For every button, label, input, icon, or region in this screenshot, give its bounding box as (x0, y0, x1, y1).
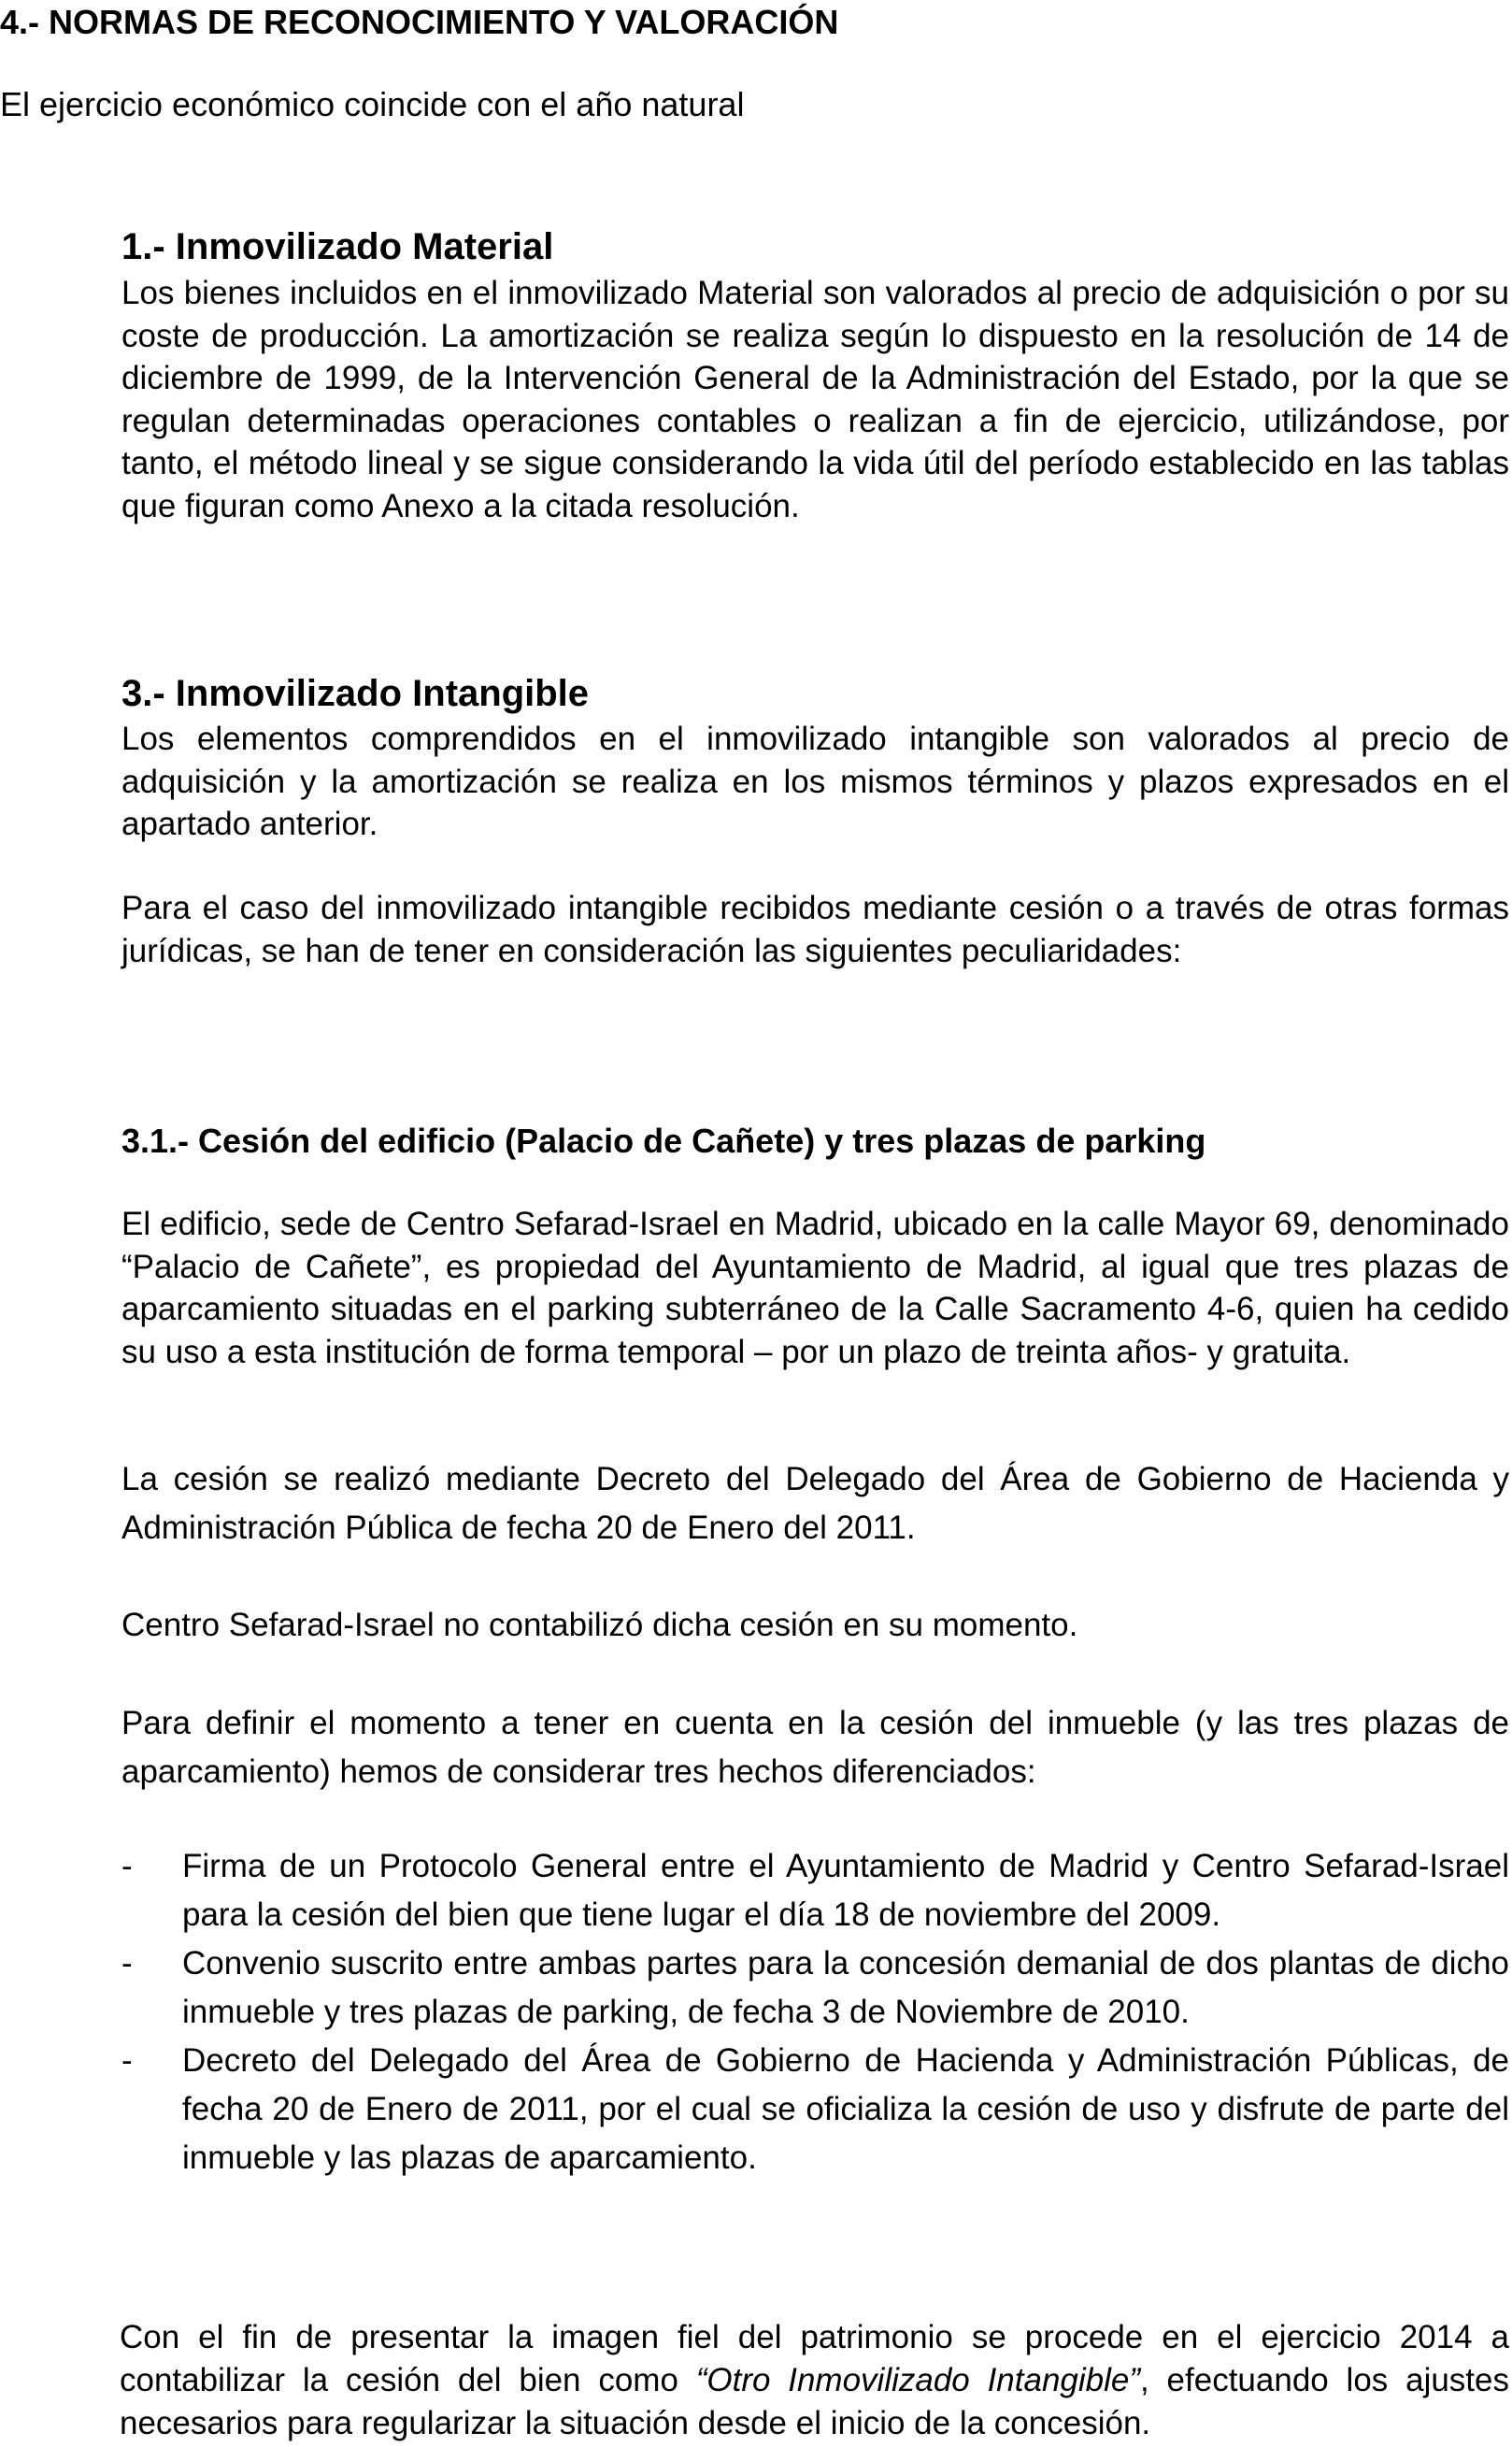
list-item-text: Convenio suscrito entre ambas partes para la concesión demanial de dos plantas de dicho inmueble y tres plazas de parking, de fecha 3 de Noviembre de 2010. (182, 1945, 1509, 2030)
section-3-1-paragraph-1: El edificio, sede de Centro Sefarad-Israel en Madrid, ubicado en la calle Mayor 69, denominado “Palacio de Cañete”, es propiedad del Ayuntamiento de Madrid, al igual que tres plazas de aparcamiento situadas en el parking subterráneo de la Calle Sacramento 4-6, quien ha cedido su uso a esta institución de forma temporal – por un plazo de treinta años- y gratuita. (121, 1206, 1509, 1370)
section-3-1-paragraph-5 (120, 2316, 1509, 2445)
section-3-1-paragraph-4: Para definir el momento a tener en cuenta en la cesión del inmueble (y las tres plazas de aparcamiento) hemos de considerar tres hechos diferenciados: (121, 1705, 1509, 1790)
paragraph-5-text-start: Con el fin de presentar la imagen fiel del patrimonio se procede en el ejercicio 2014 a contabilizar la cesión del bien como (120, 2319, 1509, 2398)
section-3-1-paragraph-3: Centro Sefarad-Israel no contabilizó dicha cesión en su momento. (121, 1607, 1078, 1643)
list-item-text: Decreto del Delegado del Área de Gobierno de Hacienda y Administración Públicas, de fecha 20 de Enero de 2011, por el cual se oficializa la cesión de uso y disfrute de parte del inmueble y las plazas de aparcamiento. (182, 2042, 1509, 2176)
section-3-1-paragraph-2: La cesión se realizó mediante Decreto del Delegado del Área de Gobierno de Hacienda y Administración Pública de fecha 20 de Enero del 2011. (121, 1461, 1509, 1546)
section-3-body-2: Para el caso del inmovilizado intangible recibidos mediante cesión o a través de otras formas jurídicas, se han de tener en consideración las siguientes peculiaridades: (121, 890, 1509, 969)
section-3-1-title: 3.1.- Cesión del edificio (Palacio de Cañete) y tres plazas de parking (121, 1122, 1206, 1160)
list-dash: - (121, 1848, 133, 1884)
list-dash: - (121, 1945, 133, 1982)
paragraph-5-text-end: , efectuando los ajustes necesarios para regularizar la situación desde el inicio de la concesión. (120, 2362, 1509, 2441)
considerations-list (121, 1842, 1509, 2182)
section-3-title: 3.- Inmovilizado Intangible (121, 673, 590, 714)
intro-paragraph: El ejercicio económico coincide con el año natural (0, 85, 745, 123)
section-1-title: 1.- Inmovilizado Material (121, 226, 554, 267)
intangible-asset-term: “Otro Inmovilizado Intangible” (695, 2362, 1141, 2398)
section-3-body-1: Los elementos comprendidos en el inmovilizado intangible son valorados al precio de adquisición y la amortización se realiza en los mismos términos y plazos expresados en el apartado anterior. (121, 721, 1509, 842)
list-item-text: Firma de un Protocolo General entre el Ayuntamiento de Madrid y Centro Sefarad-Israel para la cesión del bien que tiene lugar el día 18 de noviembre del 2009. (182, 1848, 1509, 1933)
list-item (121, 2037, 1509, 2182)
list-dash: - (121, 2042, 133, 2079)
list-item (121, 1842, 1509, 1939)
main-heading: 4.- NORMAS DE RECONOCIMIENTO Y VALORACIÓN (0, 3, 839, 41)
list-item (121, 1939, 1509, 2037)
section-1-body: Los bienes incluidos en el inmovilizado Material son valorados al precio de adquisición o por su coste de producción. La amortización se realiza según lo dispuesto en la resolución de 14 de diciembre de 1999, de la Intervención General de la Administración del Estado, por la que se regulan determinadas operaciones contables o realizan a fin de ejercicio, utilizándose, por tanto, el método lineal y se sigue considerando la vida útil del período establecido en las tablas que figuran como Anexo a la citada resolución. (121, 275, 1509, 524)
